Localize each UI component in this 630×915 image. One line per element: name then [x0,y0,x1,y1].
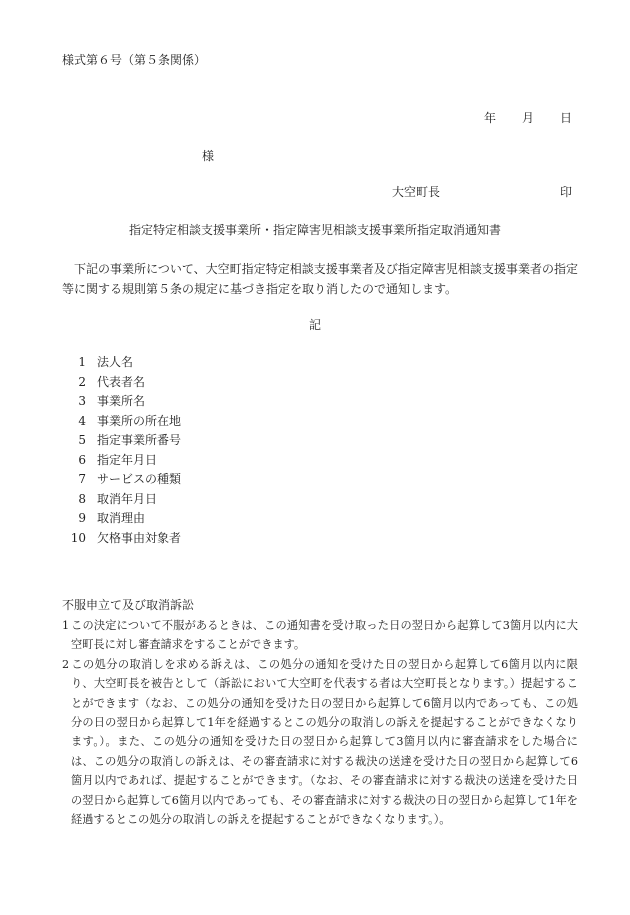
item-number: 9 [78,511,86,525]
seal-mark: 印 [559,185,572,199]
appeal-text: この決定について不服があるときは、この通知書を受け取った日の翌日から起算して3箇月以内に大空町長に対し審査請求をすることができます。 [71,619,578,652]
date-month-label: 月 [522,111,535,125]
item-number: 6 [78,452,86,467]
appeal-number: 1 [62,619,70,632]
appeal-list [62,616,578,829]
item-number: 7 [78,472,86,486]
document-title: 指定特定相談支援事業所・指定障害児相談支援事業所指定取消通知書 [128,223,501,237]
appeal-paragraph [62,655,578,830]
form-number: 様式第６号（第５条関係） [62,53,207,67]
item-list [62,353,181,548]
list-item [62,490,181,510]
item-number: 4 [78,413,86,428]
item-label: 事業所名 [97,394,146,408]
list-item [62,431,181,451]
appeal-number: 2 [62,657,70,671]
item-number: 8 [78,491,86,506]
list-item [62,412,181,432]
item-label: 法人名 [97,355,134,369]
list-item [62,373,181,393]
list-item [62,470,181,490]
item-number: 1 [78,355,86,369]
addressee-suffix: 様 [202,149,215,163]
item-number: 3 [78,394,86,408]
item-label: 事業所の所在地 [97,413,182,428]
ki-heading: 記 [308,318,321,332]
date-line [484,110,572,126]
appeal-heading: 不服申立て及び取消訴訟 [62,598,195,612]
list-item [62,451,181,471]
item-label: 取消年月日 [97,491,158,506]
appeal-paragraph [62,616,578,655]
item-label: 取消理由 [97,511,146,525]
list-item [62,529,181,549]
item-label: 欠格事由対象者 [97,530,182,545]
appeal-text: この処分の取消しを求める訴えは、この処分の通知を受けた日の翌日から起算して6箇月以内に限り、大空町長を被告として（訴訟において大空町を代表する者は大空町長となります。）提起することができます（なお、この処分の通知を受けた日の翌日から起算して6箇月以内であっても、この処分の日の翌日から起算して1年を経過するとこの処分の取消しの訴えを提起することができなくなります。）。また、この処分の通知を受けた日の翌日から起算して3箇月以内に審査請求をした場合には、この処分の取消しの訴えは、その審査請求に対する裁決の送達を受けた日の翌日から起算して6箇月以内であれば、提起することができます。（なお、その審査請求に対する裁決の送達を受けた日の翌日から起算して6箇月以内であっても、その審査請求に対する裁決の日の翌日から起算して1年を経過するとこの処分の取消しの訴えを提起することができなくなります。）。 [71,657,578,827]
date-day-label: 日 [560,111,573,125]
list-item [62,353,181,373]
sender-name: 大空町長 [392,185,441,199]
list-item [62,509,181,529]
body-text: 下記の事業所について、大空町指定特定相談支援事業者及び指定障害児相談支援事業者の指定等に関する規則第５条の規定に基づき指定を取り消したので通知します。 [62,262,578,296]
item-number: 2 [78,374,86,389]
item-label: 指定事業所番号 [97,433,182,447]
item-label: サービスの種類 [97,472,182,486]
item-label: 指定年月日 [97,452,158,467]
list-item [62,392,181,412]
date-year-label: 年 [484,111,497,125]
item-number: 10 [70,530,86,545]
item-label: 代表者名 [97,374,146,389]
item-number: 5 [78,433,86,447]
sender-block [392,184,572,200]
